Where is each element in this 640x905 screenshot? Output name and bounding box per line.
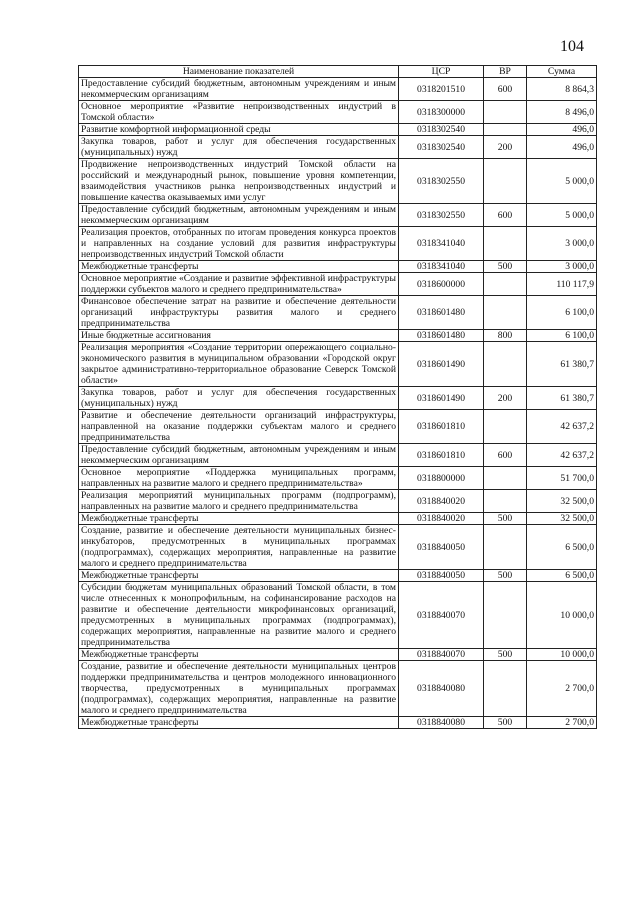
row-name: Реализация мероприятий муниципальных программ (подпрограмм), направленных на развитие малого и среднего предпринимательства — [79, 490, 399, 513]
row-sum: 2 700,0 — [527, 661, 597, 717]
table-row — [79, 78, 597, 101]
row-name: Реализация проектов, отобранных по итогам проведения конкурса проектов и направленных на создание условий для развития инфраструктуры непроизводственных индустрий Томской области — [79, 227, 399, 261]
row-csr: 0318601480 — [399, 296, 484, 330]
row-sum: 2 700,0 — [527, 717, 597, 729]
row-name: Межбюджетные трансферты — [79, 513, 399, 525]
row-csr: 0318601490 — [399, 342, 484, 387]
row-sum: 5 000,0 — [527, 204, 597, 227]
row-vr — [484, 101, 527, 124]
row-name: Развитие комфортной информационной среды — [79, 124, 399, 136]
table-row — [79, 227, 597, 261]
table-row — [79, 410, 597, 444]
header-csr: ЦСР — [399, 66, 484, 78]
row-csr: 0318840050 — [399, 525, 484, 570]
row-sum: 3 000,0 — [527, 261, 597, 273]
row-name: Межбюджетные трансферты — [79, 717, 399, 729]
row-csr: 0318601810 — [399, 410, 484, 444]
table-row — [79, 717, 597, 729]
row-name: Реализация мероприятия «Создание территории опережающего социально-экономического развития в муниципальном образовании «Городской округ закрытое административно-территориальное образование Северск Томской области» — [79, 342, 399, 387]
row-sum: 8 496,0 — [527, 101, 597, 124]
page-number: 104 — [560, 38, 584, 55]
row-vr: 200 — [484, 387, 527, 410]
row-vr — [484, 661, 527, 717]
budget-table — [78, 65, 597, 729]
row-sum: 6 100,0 — [527, 330, 597, 342]
row-sum: 3 000,0 — [527, 227, 597, 261]
row-vr — [484, 410, 527, 444]
row-sum: 32 500,0 — [527, 513, 597, 525]
row-csr: 0318302540 — [399, 124, 484, 136]
table-row — [79, 570, 597, 582]
row-name: Закупка товаров, работ и услуг для обеспечения государственных (муниципальных) нужд — [79, 387, 399, 410]
row-sum: 61 380,7 — [527, 342, 597, 387]
row-vr — [484, 159, 527, 204]
row-csr: 0318341040 — [399, 261, 484, 273]
row-name: Основное мероприятие «Поддержка муниципальных программ, направленных на развитие малого и среднего предпринимательства» — [79, 467, 399, 490]
table-row — [79, 296, 597, 330]
row-vr: 500 — [484, 513, 527, 525]
table-row — [79, 204, 597, 227]
row-name: Создание, развитие и обеспечение деятельности муниципальных центров поддержки предпринимательства и центров молодежного инновационного творчества, предусмотренных в муниципальных программах (подпрограммах), содержащих мероприятия, направленные на развитие малого и среднего предпринимательства — [79, 661, 399, 717]
row-name: Предоставление субсидий бюджетным, автономным учреждениям и иным некоммерческим организациям — [79, 78, 399, 101]
header-row — [79, 66, 597, 78]
row-vr — [484, 490, 527, 513]
row-csr: 0318302550 — [399, 204, 484, 227]
table-row — [79, 467, 597, 490]
row-csr: 0318601810 — [399, 444, 484, 467]
row-sum: 6 500,0 — [527, 570, 597, 582]
row-vr — [484, 296, 527, 330]
table-row — [79, 273, 597, 296]
table-row — [79, 649, 597, 661]
table-row — [79, 342, 597, 387]
table-row — [79, 661, 597, 717]
table-row — [79, 444, 597, 467]
row-sum: 6 500,0 — [527, 525, 597, 570]
row-name: Создание, развитие и обеспечение деятельности муниципальных бизнес-инкубаторов, предусмотренных в муниципальных программах (подпрограммах), содержащих мероприятия, направленные на развитие малого и среднего предпринимательства — [79, 525, 399, 570]
table-row — [79, 101, 597, 124]
row-csr: 0318840070 — [399, 582, 484, 649]
row-name: Межбюджетные трансферты — [79, 649, 399, 661]
table-row — [79, 136, 597, 159]
row-sum: 61 380,7 — [527, 387, 597, 410]
table-row — [79, 387, 597, 410]
row-vr — [484, 582, 527, 649]
row-name: Основное мероприятие «Создание и развитие эффективной инфраструктуры поддержки субъектов малого и среднего предпринимательства» — [79, 273, 399, 296]
row-vr — [484, 124, 527, 136]
row-vr: 200 — [484, 136, 527, 159]
row-sum: 32 500,0 — [527, 490, 597, 513]
row-vr: 500 — [484, 570, 527, 582]
row-vr: 500 — [484, 649, 527, 661]
table-row — [79, 261, 597, 273]
row-sum: 496,0 — [527, 124, 597, 136]
table-row — [79, 159, 597, 204]
row-vr — [484, 467, 527, 490]
row-sum: 496,0 — [527, 136, 597, 159]
row-csr: 0318840080 — [399, 661, 484, 717]
table-row — [79, 513, 597, 525]
row-vr: 500 — [484, 717, 527, 729]
row-vr — [484, 227, 527, 261]
row-csr: 0318201510 — [399, 78, 484, 101]
row-csr: 0318800000 — [399, 467, 484, 490]
row-vr — [484, 342, 527, 387]
row-csr: 0318302550 — [399, 159, 484, 204]
row-sum: 110 117,9 — [527, 273, 597, 296]
row-sum: 42 637,2 — [527, 410, 597, 444]
row-vr: 600 — [484, 444, 527, 467]
row-sum: 8 864,3 — [527, 78, 597, 101]
row-name: Финансовое обеспечение затрат на развитие и обеспечение деятельности организаций инфраструктуры развития малого и среднего предпринимательства — [79, 296, 399, 330]
row-name: Развитие и обеспечение деятельности организаций инфраструктуры, направленной на оказание поддержки субъектам малого и среднего предпринимательства — [79, 410, 399, 444]
row-csr: 0318601490 — [399, 387, 484, 410]
row-name: Закупка товаров, работ и услуг для обеспечения государственных (муниципальных) нужд — [79, 136, 399, 159]
row-name: Предоставление субсидий бюджетным, автономным учреждениям и иным некоммерческим организациям — [79, 204, 399, 227]
row-name: Продвижение непроизводственных индустрий Томской области на российский и международный рынок, повышение уровня компетенции, взаимодействия участников рынка непроизводственных индустрий и повышение качества оказываемых ими услуг — [79, 159, 399, 204]
row-vr: 600 — [484, 204, 527, 227]
table-row — [79, 330, 597, 342]
row-name: Субсидии бюджетам муниципальных образований Томской области, в том числе отнесенных к монопрофильным, на софинансирование расходов на развитие и обеспечение деятельности микрофинансовых организаций, предусмотренных в муниципальных программах (подпрограммах), содержащих мероприятия, направленные на развитие малого и среднего предпринимательства — [79, 582, 399, 649]
table-row — [79, 124, 597, 136]
row-name: Основное мероприятие «Развитие непроизводственных индустрий в Томской области» — [79, 101, 399, 124]
row-csr: 0318302540 — [399, 136, 484, 159]
row-csr: 0318840070 — [399, 649, 484, 661]
row-sum: 10 000,0 — [527, 649, 597, 661]
row-sum: 42 637,2 — [527, 444, 597, 467]
row-csr: 0318840050 — [399, 570, 484, 582]
row-sum: 5 000,0 — [527, 159, 597, 204]
row-csr: 0318600000 — [399, 273, 484, 296]
row-vr — [484, 273, 527, 296]
row-vr: 800 — [484, 330, 527, 342]
row-csr: 0318840080 — [399, 717, 484, 729]
row-csr: 0318300000 — [399, 101, 484, 124]
row-sum: 51 700,0 — [527, 467, 597, 490]
row-name: Иные бюджетные ассигнования — [79, 330, 399, 342]
row-csr: 0318601480 — [399, 330, 484, 342]
row-vr: 600 — [484, 78, 527, 101]
row-name: Предоставление субсидий бюджетным, автономным учреждениям и иным некоммерческим организациям — [79, 444, 399, 467]
row-name: Межбюджетные трансферты — [79, 261, 399, 273]
row-csr: 0318341040 — [399, 227, 484, 261]
table-row — [79, 490, 597, 513]
row-sum: 10 000,0 — [527, 582, 597, 649]
row-vr — [484, 525, 527, 570]
row-sum: 6 100,0 — [527, 296, 597, 330]
table-body — [79, 78, 597, 729]
row-csr: 0318840020 — [399, 490, 484, 513]
header-sum: Сумма — [527, 66, 597, 78]
table-row — [79, 582, 597, 649]
table-row — [79, 525, 597, 570]
header-vr: ВР — [484, 66, 527, 78]
row-csr: 0318840020 — [399, 513, 484, 525]
header-name: Наименование показателей — [79, 66, 399, 78]
row-name: Межбюджетные трансферты — [79, 570, 399, 582]
row-vr: 500 — [484, 261, 527, 273]
